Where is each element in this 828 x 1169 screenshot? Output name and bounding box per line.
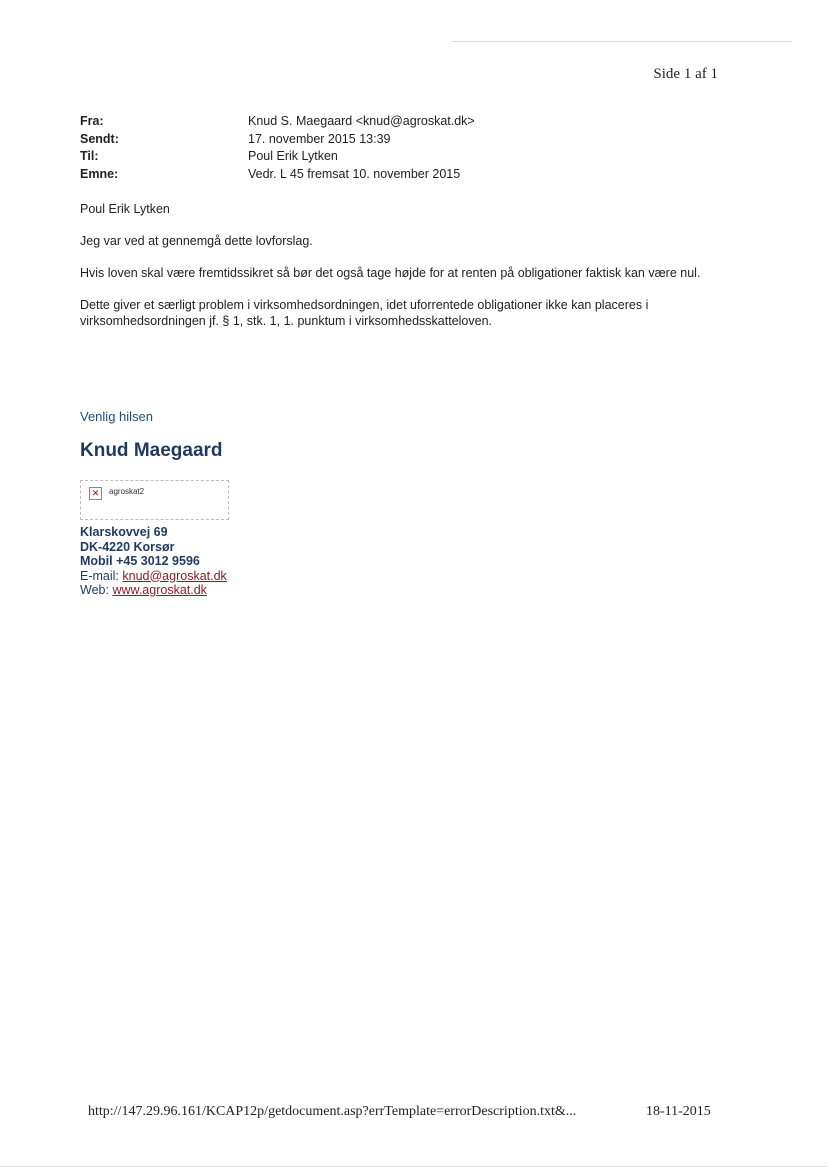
- signature-name: Knud Maegaard: [80, 440, 223, 461]
- logo-alt-text: agroskat2: [109, 487, 145, 496]
- page-number: Side 1 af 1: [653, 66, 718, 82]
- header-row-to: [80, 149, 720, 167]
- email-label: E-mail:: [80, 568, 119, 583]
- email-line: [80, 569, 480, 584]
- header-row-from: [80, 114, 720, 132]
- footer-date: 18-11-2015: [646, 1104, 711, 1119]
- from-value: Knud S. Maegaard <knud@agroskat.dk>: [248, 114, 475, 128]
- subject-label: Emne:: [80, 166, 119, 181]
- footer-url: http://147.29.96.161/KCAP12p/getdocument.asp?errTemplate=errorDescription.txt&...: [88, 1104, 577, 1119]
- header-row-sent: [80, 132, 720, 150]
- web-line: [80, 583, 480, 598]
- contact-block: [80, 525, 480, 598]
- subject-value: Vedr. L 45 fremsat 10. november 2015: [248, 166, 461, 181]
- web-link[interactable]: www.agroskat.dk: [112, 583, 207, 597]
- web-label: Web:: [80, 583, 109, 597]
- body-paragraph: Dette giver et særligt problem i virksomhedsordningen, idet uforrentede obligationer ikke kan placeres i virksomhedsordningen jf. § 1, stk. 1, 1. punktum i virksomhedsskatteloven.: [80, 298, 649, 328]
- email-body: [80, 201, 720, 345]
- phone-number: Mobil +45 3012 9596: [80, 554, 200, 568]
- broken-image-icon: ✕: [89, 487, 102, 500]
- closing-greeting: Venlig hilsen: [80, 409, 153, 424]
- to-label: Til:: [80, 149, 99, 163]
- address-street: Klarskovvej 69: [80, 525, 168, 539]
- body-paragraph: Hvis loven skal være fremtidssikret så bør det også tage højde for at renten på obligationer faktisk kan være nul.: [80, 266, 701, 280]
- from-label: Fra:: [80, 114, 104, 128]
- sent-label: Sendt:: [80, 131, 119, 146]
- to-value: Poul Erik Lytken: [248, 149, 338, 163]
- logo-placeholder: [80, 480, 229, 520]
- body-paragraph: Jeg var ved at gennemgå dette lovforslag.: [80, 234, 313, 248]
- address-city: DK-4220 Korsør: [80, 539, 175, 554]
- header-row-subject: [80, 167, 720, 185]
- email-link[interactable]: knud@agroskat.dk: [122, 568, 227, 583]
- salutation: Poul Erik Lytken: [80, 202, 170, 216]
- sent-value: 17. november 2015 13:39: [248, 131, 391, 146]
- email-signature: [80, 409, 480, 598]
- scan-edge-line: [0, 1166, 828, 1167]
- email-header: [80, 114, 720, 184]
- scan-edge-line: [452, 41, 792, 42]
